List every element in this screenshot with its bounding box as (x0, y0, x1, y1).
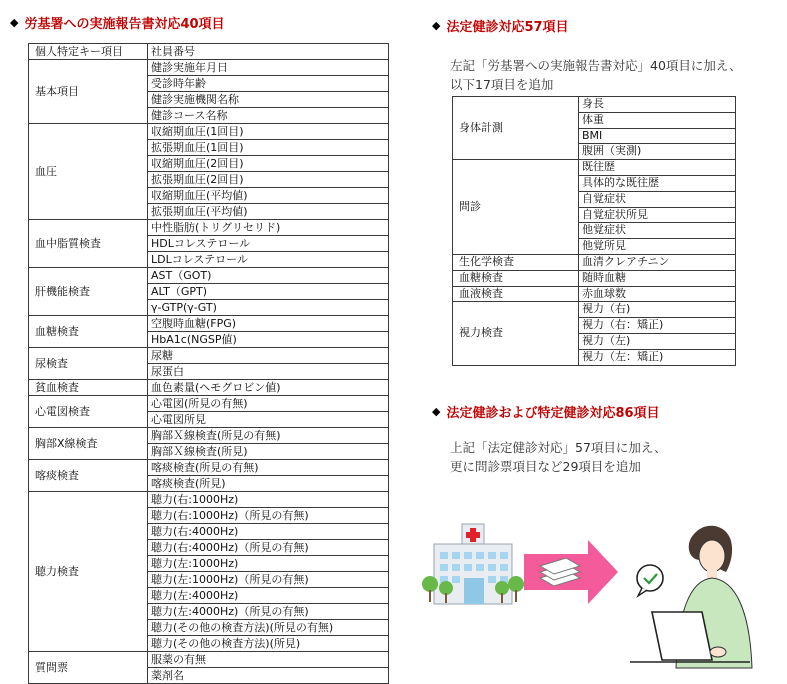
item-cell: 中性脂肪(トリグリセリド) (148, 220, 389, 236)
item-cell: 空腹時血糖(FPG) (148, 316, 389, 332)
category-cell: 喀痰検査 (29, 460, 148, 492)
item-cell: 視力（左) (579, 333, 736, 349)
table-row (453, 97, 736, 113)
category-cell: 胸部X線検査 (29, 428, 148, 460)
table-row (453, 270, 736, 286)
item-cell: 収縮期血圧(平均値) (148, 188, 389, 204)
right-heading-57 (432, 16, 569, 35)
item-cell: 胸部Ｘ線検査(所見) (148, 444, 389, 460)
table-row (29, 428, 389, 444)
category-cell: 身体計測 (453, 97, 579, 160)
item-cell: 心電図所見 (148, 412, 389, 428)
diamond-bullet-icon: ◆ (432, 19, 441, 32)
item-cell: 健診実施機関名称 (148, 92, 389, 108)
table-row (29, 316, 389, 332)
right-description-57 (450, 56, 742, 94)
item-cell: ALT（GPT) (148, 284, 389, 300)
category-cell: 基本項目 (29, 60, 148, 124)
category-cell: 血糖検査 (453, 270, 579, 286)
items-17-table (452, 96, 736, 366)
item-cell: 収縮期血圧(2回目) (148, 156, 389, 172)
table-row (29, 396, 389, 412)
item-cell: 服薬の有無 (148, 652, 389, 668)
right-heading-86 (432, 402, 660, 421)
item-cell: 赤血球数 (579, 286, 736, 302)
item-cell: γ-GTP(γ-GT) (148, 300, 389, 316)
item-cell: 聴力(その他の検査方法)(所見) (148, 636, 389, 652)
item-cell: 薬剤名 (148, 668, 389, 684)
item-cell: 血色素量(ヘモグロビン値) (148, 380, 389, 396)
table-row (29, 268, 389, 284)
item-cell: 収縮期血圧(1回目) (148, 124, 389, 140)
item-cell: 既往歴 (579, 160, 736, 176)
item-cell: 他覚所見 (579, 239, 736, 255)
item-cell: 聴力(左:1000Hz) (148, 556, 389, 572)
item-cell: 身長 (579, 97, 736, 113)
description-line: 左記「労基署への実施報告書対応」40項目に加え、 (450, 58, 742, 73)
item-cell: HDLコレステロール (148, 236, 389, 252)
item-cell: HbA1c(NGSP値) (148, 332, 389, 348)
item-cell: 体重 (579, 112, 736, 128)
item-cell: 尿糖 (148, 348, 389, 364)
item-cell: 視力（左：矯正) (579, 349, 736, 365)
category-cell: 生化学検査 (453, 254, 579, 270)
table-row (453, 286, 736, 302)
diamond-bullet-icon: ◆ (10, 16, 19, 29)
item-cell: 拡張期血圧(2回目) (148, 172, 389, 188)
item-cell: 喀痰検査(所見) (148, 476, 389, 492)
table-row (29, 124, 389, 140)
item-cell: 随時血糖 (579, 270, 736, 286)
category-cell: 個人特定キー項目 (29, 44, 148, 60)
category-cell: 聴力検査 (29, 492, 148, 652)
category-cell: 問診 (453, 160, 579, 255)
table-row (29, 460, 389, 476)
table-row (29, 380, 389, 396)
item-cell: 社員番号 (148, 44, 389, 60)
item-cell: 他覚症状 (579, 223, 736, 239)
item-cell: 拡張期血圧(平均値) (148, 204, 389, 220)
category-cell: 血中脂質検査 (29, 220, 148, 268)
item-cell: 心電図(所見の有無) (148, 396, 389, 412)
item-cell: 自覚症状所見 (579, 207, 736, 223)
table-row (29, 60, 389, 76)
right-description-86 (450, 438, 667, 476)
item-cell: 具体的な既往歴 (579, 175, 736, 191)
category-cell: 尿検査 (29, 348, 148, 380)
item-cell: 視力（右：矯正) (579, 318, 736, 334)
category-cell: 視力検査 (453, 302, 579, 365)
item-cell: 健診実施年月日 (148, 60, 389, 76)
category-cell: 貧血検査 (29, 380, 148, 396)
description-line: 上記「法定健診対応」57項目に加え、 (450, 440, 667, 455)
item-cell: 健診コース名称 (148, 108, 389, 124)
item-cell: 受診時年齢 (148, 76, 389, 92)
table-row (453, 254, 736, 270)
category-cell: 血糖検査 (29, 316, 148, 348)
category-cell: 肝機能検査 (29, 268, 148, 316)
item-cell: AST（GOT) (148, 268, 389, 284)
category-cell: 心電図検査 (29, 396, 148, 428)
item-cell: 聴力(その他の検査方法)(所見の有無) (148, 620, 389, 636)
item-cell: 聴力(右:4000Hz) (148, 524, 389, 540)
data-transfer-illustration (420, 512, 780, 672)
table-row (29, 652, 389, 668)
item-cell: 自覚症状 (579, 191, 736, 207)
item-cell: 聴力(右:1000Hz)（所見の有無) (148, 508, 389, 524)
item-cell: 聴力(右:4000Hz)（所見の有無) (148, 540, 389, 556)
hospital-icon (422, 524, 524, 604)
table-row (453, 160, 736, 176)
left-heading (10, 13, 225, 32)
item-cell: LDLコレステロール (148, 252, 389, 268)
left-heading-text: 労基署への実施報告書対応40項目 (24, 17, 225, 32)
item-cell: 聴力(左:4000Hz) (148, 588, 389, 604)
item-cell: BMI (579, 128, 736, 144)
description-line: 以下17項目を追加 (450, 77, 554, 92)
table-row (29, 220, 389, 236)
right-heading-57-text: 法定健診対応57項目 (446, 20, 569, 35)
items-40-table (28, 43, 389, 684)
item-cell: 聴力(左:4000Hz)（所見の有無) (148, 604, 389, 620)
check-bubble-icon (637, 565, 663, 596)
item-cell: 聴力(右:1000Hz) (148, 492, 389, 508)
item-cell: 胸部Ｘ線検査(所見の有無) (148, 428, 389, 444)
description-line: 更に問診票項目など29項目を追加 (450, 459, 641, 474)
item-cell: 尿蛋白 (148, 364, 389, 380)
right-heading-86-text: 法定健診および特定健診対応86項目 (446, 406, 660, 421)
item-cell: 視力（右) (579, 302, 736, 318)
category-cell: 血液検査 (453, 286, 579, 302)
category-cell: 質問票 (29, 652, 148, 684)
table-row (29, 492, 389, 508)
table-row (453, 302, 736, 318)
diamond-bullet-icon: ◆ (432, 405, 441, 418)
item-cell: 拡張期血圧(1回目) (148, 140, 389, 156)
item-cell: 喀痰検査(所見の有無) (148, 460, 389, 476)
item-cell: 聴力(左:1000Hz)（所見の有無) (148, 572, 389, 588)
category-cell: 血圧 (29, 124, 148, 220)
table-row (29, 348, 389, 364)
table-row (29, 44, 389, 60)
item-cell: 血清クレアチニン (579, 254, 736, 270)
item-cell: 腹囲（実測) (579, 144, 736, 160)
